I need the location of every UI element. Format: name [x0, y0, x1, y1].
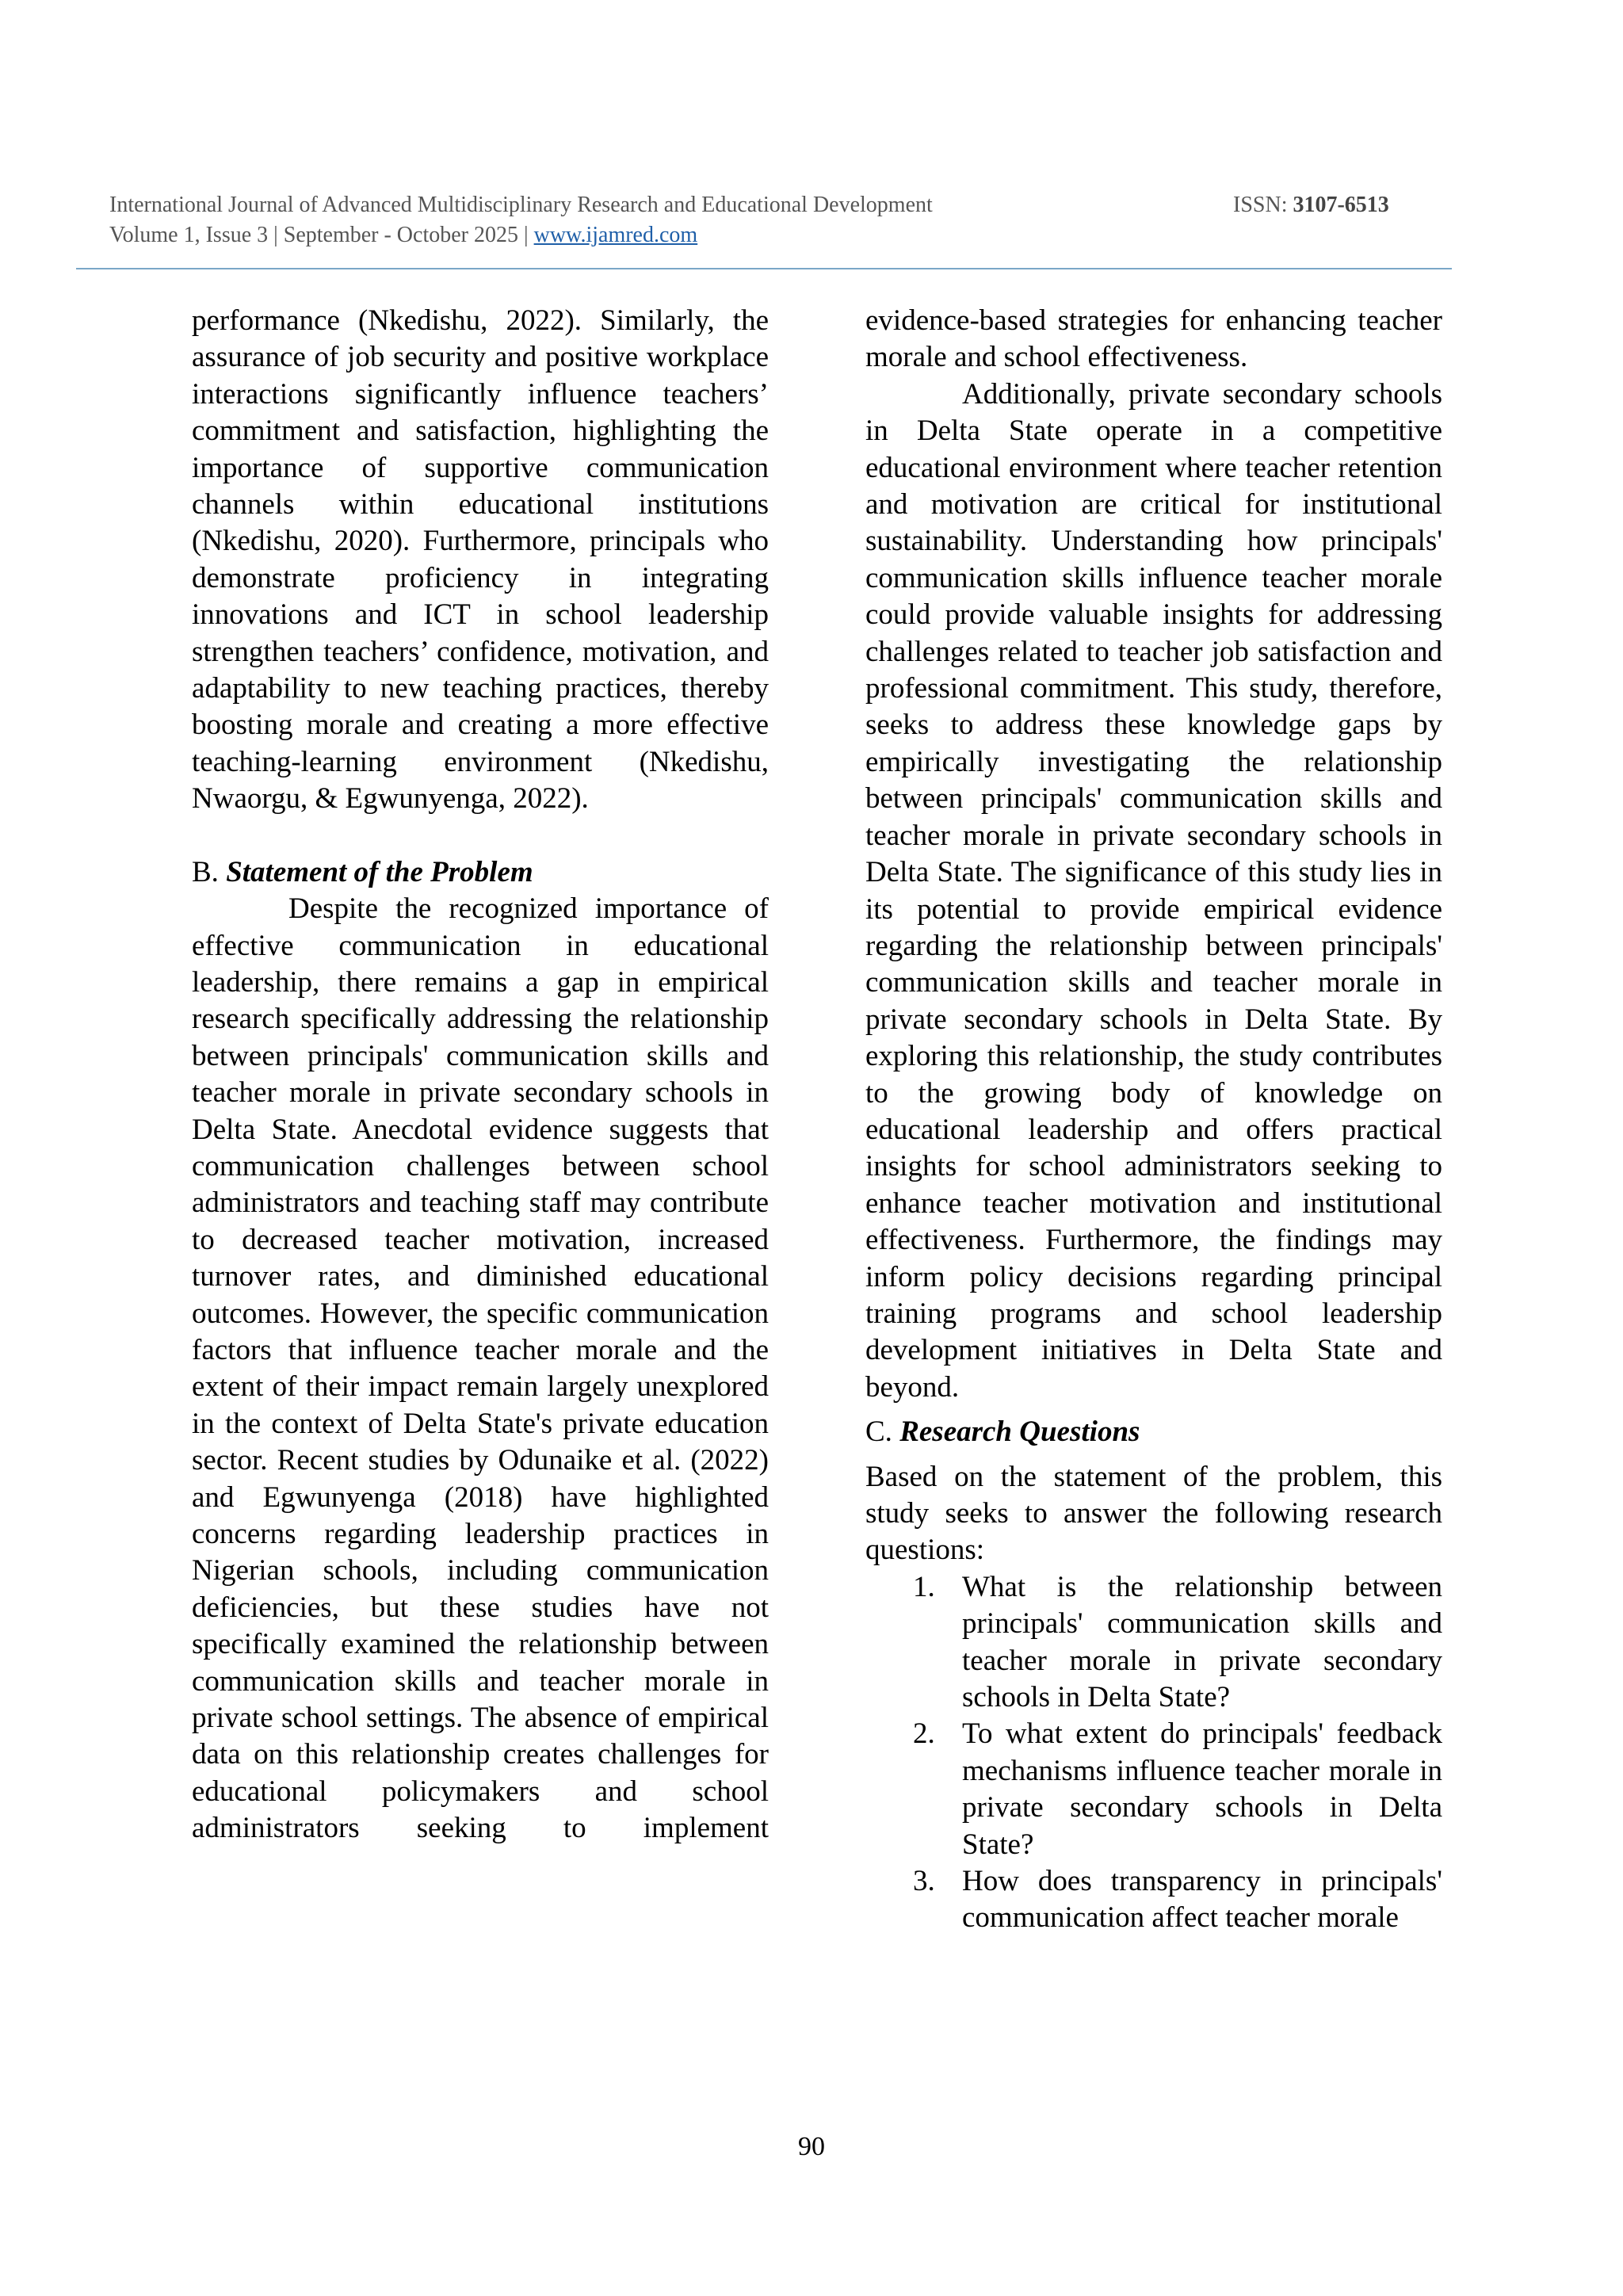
- journal-title: International Journal of Advanced Multidisciplinary Research and Educational Development: [109, 193, 933, 217]
- section-c-prefix: C.: [865, 1415, 900, 1449]
- list-item: [865, 1569, 1442, 1717]
- section-b-prefix: B.: [192, 855, 227, 888]
- right-paragraph-1: evidence-based strategies for enhancing teacher morale and school effectiveness.: [865, 304, 1442, 374]
- left-paragraph-2: Despite the recognized importance of effective communication in educational leadership, there remains a gap in empirical research specifically addressing the relationship between principals' communication skills and teacher morale in private secondary schools in Delta State. Anecdotal evidence suggests that communication challenges between school administrators and teaching staff may contribute to decreased teacher motivation, increased turnover rates, and diminished educational outcomes. However, the specific communication factors that influence teacher morale and the extent of their impact remain largely unexplored in the context of Delta State's private education sector. Recent studies by Odunaike et al. (2022) and Egwunyenga (2018) have highlighted concerns regarding leadership practices in Nigerian schools, including communication deficiencies, but these studies have not specifically examined the relationship between communication skills and teacher morale in private school settings. The absence of empirical data on this relationship creates challenges for educational policymakers and school administrators seeking to implement: [192, 892, 769, 1845]
- list-item-text: What is the relationship between principals' communication skills and teacher morale in private secondary schools in Delta State?: [962, 1570, 1442, 1714]
- list-item-number: 3.: [913, 1865, 935, 1898]
- volume-line: [109, 220, 1409, 250]
- list-item-number: 2.: [913, 1717, 935, 1751]
- page-number: 90: [798, 2132, 825, 2161]
- right-paragraph-3: Based on the statement of the problem, this study seeks to answer the following research questions:: [865, 1460, 1442, 1567]
- volume-text: Volume 1, Issue 3 | September - October 2025 |: [109, 223, 534, 247]
- issn-label: ISSN:: [1233, 193, 1293, 217]
- section-c-heading: [865, 1414, 1442, 1450]
- section-c-title: Research Questions: [899, 1415, 1140, 1449]
- left-column: [192, 303, 769, 1847]
- section-b-title: Statement of the Problem: [226, 855, 533, 888]
- list-item-text: To what extent do principals' feedback mechanisms influence teacher morale in private secondary schools in Delta State?: [962, 1717, 1442, 1861]
- research-questions-list: [865, 1569, 1442, 1937]
- issn-value: 3107-6513: [1293, 193, 1389, 217]
- header-divider: [76, 268, 1452, 269]
- list-item: [865, 1863, 1442, 1937]
- left-paragraph-1: performance (Nkedishu, 2022). Similarly, the assurance of job security and positive workplace interactions significantly influence teachers’ commitment and satisfaction, highlighting the importance of supportive communication channels within educational institutions (Nkedishu, 2020). Furthermore, principals who demonstrate proficiency in integrating innovations and ICT in school leadership strengthen teachers’ confidence, motivation, and adaptability to new teaching practices, thereby boosting morale and creating a more effective teaching-learning environment (Nkedishu, Nwaorgu, & Egwunyenga, 2022).: [192, 304, 769, 816]
- page-header: [109, 190, 1409, 250]
- right-paragraph-2: Additionally, private secondary schools in Delta State operate in a competitive educational environment where teacher retention and motivation are critical for institutional sustainability. Understanding how principals' communication skills influence teacher morale could provide valuable insights for addressing challenges related to teacher job satisfaction and professional commitment. This study, therefore, seeks to address these knowledge gaps by empirically investigating the relationship between principals' communication skills and teacher morale in private secondary schools in Delta State. The significance of this study lies in its potential to provide empirical evidence regarding the relationship between principals' communication skills and teacher morale in private secondary schools in Delta State. By exploring this relationship, the study contributes to the growing body of knowledge on educational leadership and offers practical insights for school administrators seeking to enhance teacher motivation and institutional effectiveness. Furthermore, the findings may inform policy decisions regarding principal training programs and school leadership development initiatives in Delta State and beyond.: [865, 377, 1442, 1404]
- list-item-number: 1.: [913, 1570, 935, 1603]
- section-b-heading: [192, 854, 769, 891]
- website-link[interactable]: www.ijamred.com: [533, 223, 698, 247]
- right-column: [865, 303, 1442, 1937]
- list-item: [865, 1716, 1442, 1863]
- issn: [1233, 190, 1389, 220]
- list-item-text: How does transparency in principals' communication affect teacher morale: [962, 1865, 1442, 1935]
